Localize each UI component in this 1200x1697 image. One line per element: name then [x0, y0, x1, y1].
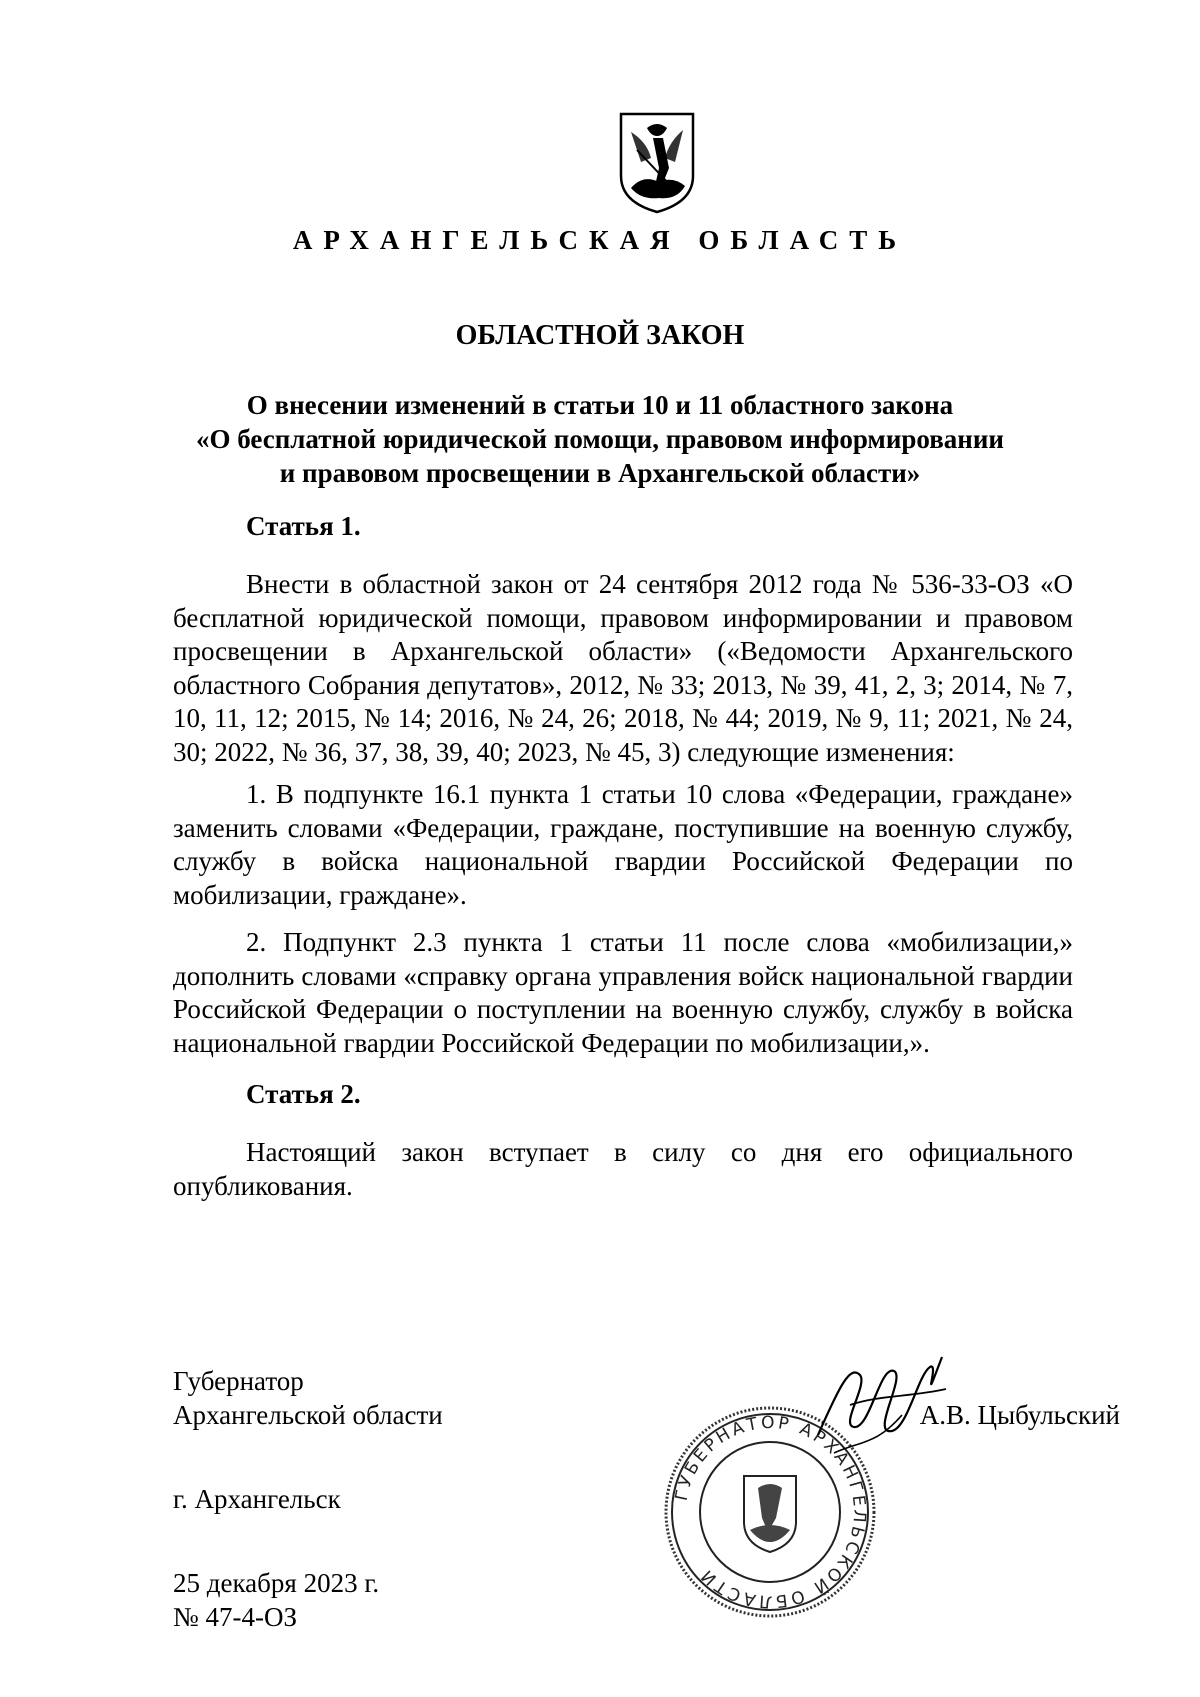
article-1-intro: Внести в областной закон от 24 сентября 2012 года № 536-33-ОЗ «О бесплатной юридической помощи, правовом информировании и правовом просвещении в Архангельской области» («Ведомости Архангельского областного Собрания депутатов», 2012, № 33; 2013, № 39, 41, 2, 3; 2014, № 7, 10, 11, 12; 2015, № 14; 2016, № 24, 26; 2018, № 44; 2019, № 9, 11; 2021, № 24, 30; 2022, № 36, 37, 38, 39, 40; 2023, № 45, 3) следующие изменения: [173, 569, 1073, 767]
article-2-heading: Статья 2. [246, 1079, 361, 1109]
place-of-signing: г. Архангельск [173, 1484, 341, 1514]
article-1-item-2: 2. Подпункт 2.3 пункта 1 статьи 11 после слова «мобилизации,» дополнить словами «справку органа управления войск национальной гвардии Российской Федерации о поступлении на военную службу, службу в войска национальной гвардии Российской Федерации по мобилизации,». [173, 927, 1073, 1058]
law-type: ОБЛАСТНОЙ ЗАКОН [455, 320, 745, 351]
law-number: № 47-4-ОЗ [173, 1602, 298, 1632]
region-name: АРХАНГЕЛЬСКАЯ ОБЛАСТЬ [292, 225, 908, 255]
coat-of-arms-icon [617, 110, 697, 216]
position-line: Архангельской области [173, 1400, 443, 1430]
law-title [150, 388, 1050, 490]
law-title-line: О внесении изменений в статьи 10 и 11 областного закона [246, 390, 954, 420]
svg-text:ГУБЕРНАТОР АРХАНГЕЛЬСКОЙ ОБЛАС: ГУБЕРНАТОР АРХАНГЕЛЬСКОЙ ОБЛАСТИ [671, 1412, 870, 1612]
law-date: 25 декабря 2023 г. [173, 1568, 380, 1598]
law-title-line: и правовом просвещении в Архангельской области» [279, 458, 921, 488]
position-line: Губернатор [173, 1366, 304, 1396]
article-1-heading: Статья 1. [246, 511, 361, 541]
article-2-text: Настоящий закон вступает в силу со дня его официального опубликования. [173, 1137, 1073, 1201]
signatory-position [173, 1364, 443, 1432]
date-and-number [173, 1566, 379, 1634]
law-title-line: «О бесплатной юридической помощи, правовом информировании [196, 424, 1004, 454]
signatory-name: А.В. Цыбульский [919, 1400, 1120, 1430]
article-1-item-1: 1. В подпункте 16.1 пункта 1 статьи 10 слова «Федерации, граждане» заменить словами «Федерации, граждане, поступившие на военную службу, службу в войска национальной гвардии Российской Федерации по мобилизации, граждане». [173, 779, 1073, 910]
